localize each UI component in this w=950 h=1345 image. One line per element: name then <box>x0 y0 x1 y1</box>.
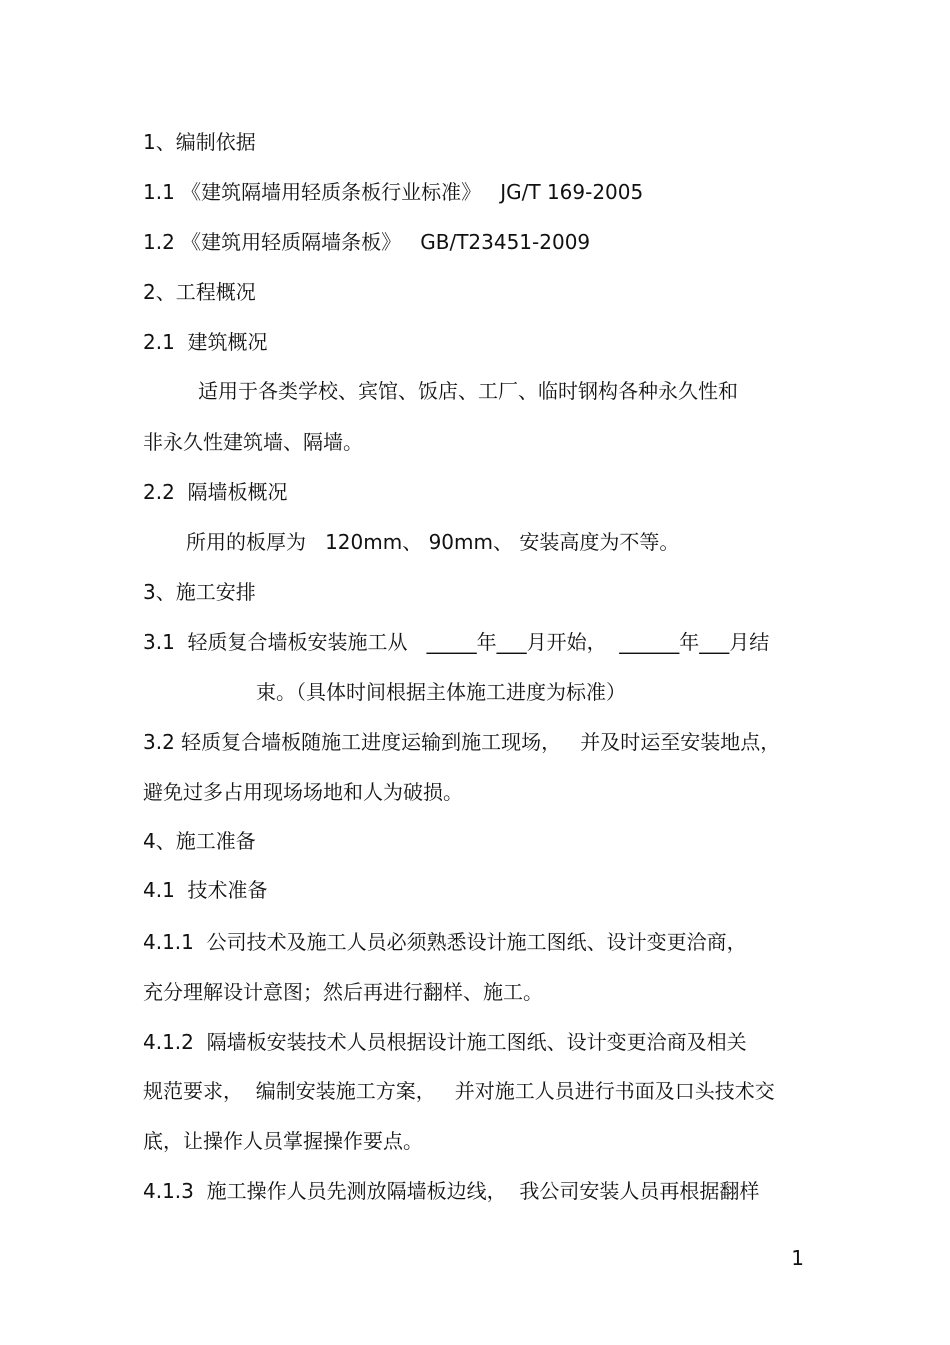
paragraph-line: 充分理解设计意图；然后再进行翻样、施工。 <box>143 980 543 1004</box>
subheading-2-2: 2.2 隔墙板概况 <box>143 480 288 504</box>
page-number: 1 <box>791 1246 804 1270</box>
ref-standard-2: 1.2 《建筑用轻质隔墙条板》 GB/T23451-2009 <box>143 230 591 254</box>
paragraph-line: 非永久性建筑墙、隔墙。 <box>143 430 363 454</box>
subheading-4-1: 4.1 技术准备 <box>143 878 268 902</box>
paragraph-line: 避免过多占用现场场地和人为破损。 <box>143 780 463 804</box>
heading-1: 1、编制依据 <box>143 130 256 154</box>
heading-4: 4、施工准备 <box>143 829 256 853</box>
paragraph-line: 规范要求， 编制安装施工方案， 并对施工人员进行书面及口头技术交 <box>143 1079 775 1103</box>
subheading-2-1: 2.1 建筑概况 <box>143 330 268 354</box>
paragraph-line: 所用的板厚为 120mm、 90mm、 安装高度为不等。 <box>186 530 680 554</box>
paragraph-line: 3.2 轻质复合墙板随施工进度运输到施工现场， 并及时运至安装地点， <box>143 730 781 754</box>
paragraph-line: 束。（具体时间根据主体施工进度为标准） <box>256 680 626 704</box>
paragraph-line: 3.1 轻质复合墙板安装施工从 _____年___月开始， ______年___月结 <box>143 630 770 654</box>
heading-2: 2、工程概况 <box>143 280 256 304</box>
paragraph-line: 4.1.1 公司技术及施工人员必须熟悉设计施工图纸、设计变更洽商， <box>143 930 747 954</box>
ref-standard-1: 1.1 《建筑隔墙用轻质条板行业标准》 JG/T 169-2005 <box>143 180 644 204</box>
paragraph-line: 4.1.3 施工操作人员先测放隔墙板边线， 我公司安装人员再根据翻样 <box>143 1179 760 1203</box>
paragraph-line: 4.1.2 隔墙板安装技术人员根据设计施工图纸、设计变更洽商及相关 <box>143 1030 747 1054</box>
paragraph-line: 适用于各类学校、宾馆、饭店、工厂、临时钢构各种永久性和 <box>198 379 738 403</box>
paragraph-line: 底，让操作人员掌握操作要点。 <box>143 1129 423 1153</box>
heading-3: 3、施工安排 <box>143 580 256 604</box>
